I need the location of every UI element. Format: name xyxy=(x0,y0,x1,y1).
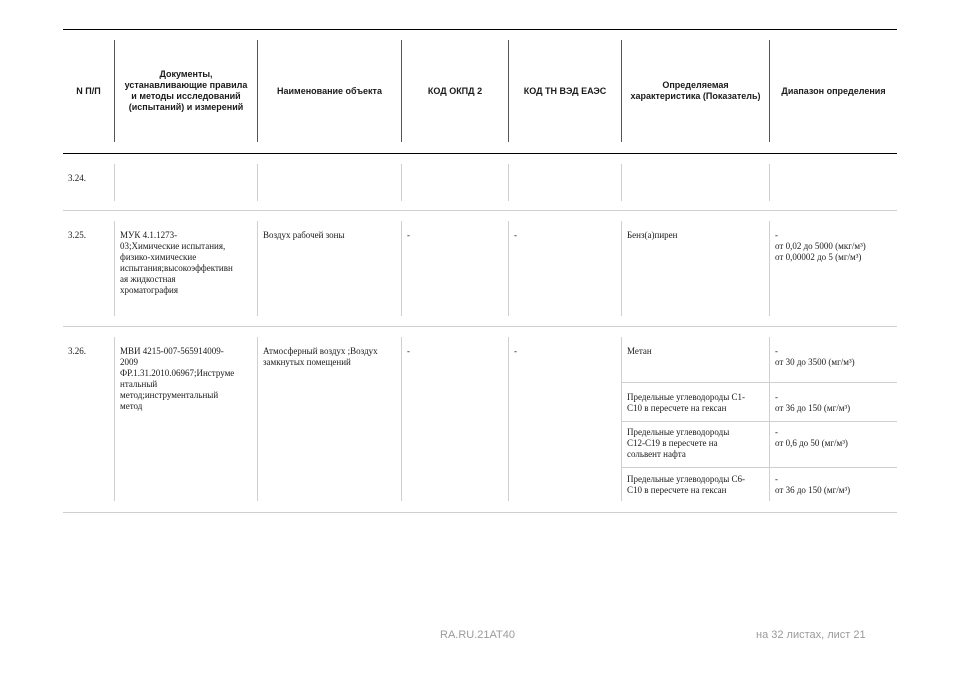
cell-divider xyxy=(114,221,115,316)
tnved-code: - xyxy=(514,230,517,240)
cell-divider xyxy=(621,337,622,501)
cell-divider xyxy=(508,164,509,201)
row-separator xyxy=(63,326,897,327)
cell-divider xyxy=(257,164,258,201)
row-number: 3.24. xyxy=(68,173,86,183)
header-object-name: Наименование объекта xyxy=(277,85,382,96)
header-okpd-code: КОД ОКПД 2 xyxy=(427,85,483,96)
object-name: Атмосферный воздух ;Воздух замкнутых помещений xyxy=(263,346,378,367)
cell-divider xyxy=(114,337,115,501)
okpd-code: - xyxy=(407,346,410,356)
header-range: Диапазон определения xyxy=(781,85,886,96)
characteristic: Предельные углеводороды С12-С19 в пересчете на сольвент нафта xyxy=(627,427,730,459)
cell-divider xyxy=(508,221,509,316)
measurement-range: - от 30 до 3500 (мг/м³) xyxy=(775,346,855,367)
subrow-divider xyxy=(621,421,897,422)
cell-divider xyxy=(769,221,770,316)
header-characteristic: Определяемая характеристика (Показатель) xyxy=(630,80,761,101)
document-method: МВИ 4215-007-565914009- 2009 ФР.1.31.2010.06967;Инструме нтальный метод;инструментальный метод xyxy=(120,346,235,411)
subrow-divider xyxy=(621,382,897,383)
cell-divider xyxy=(401,221,402,316)
cell-divider xyxy=(114,164,115,201)
okpd-code: - xyxy=(407,230,410,240)
characteristic: Предельные углеводороды С6- С10 в пересчете на гексан xyxy=(627,474,745,495)
measurement-range: - от 0,02 до 5000 (мкг/м³) от 0,00002 до 5 (мг/м³) xyxy=(775,230,866,262)
cell-divider xyxy=(769,337,770,501)
footer-page-info: на 32 листах, лист 21 xyxy=(756,629,866,641)
header-documents: Документы, устанавливающие правила и методы исследований (испытаний) и измерений xyxy=(124,69,248,112)
cell-divider xyxy=(257,337,258,501)
cell-divider xyxy=(401,337,402,501)
header-tnved-code: КОД ТН ВЭД ЕАЭС xyxy=(523,85,607,96)
cell-divider xyxy=(508,337,509,501)
cell-divider xyxy=(401,164,402,201)
header-number: N П/П xyxy=(76,85,101,96)
row-separator xyxy=(63,210,897,211)
table-top-border xyxy=(63,29,897,30)
header-bottom-border xyxy=(63,153,897,154)
cell-divider xyxy=(769,164,770,201)
subrow-divider xyxy=(621,467,897,468)
document-method: МУК 4.1.1273- 03;Химические испытания, физико-химические испытания;высокоэффективн ая жидкостная хроматография xyxy=(120,230,233,295)
cell-divider xyxy=(257,221,258,316)
row-number: 3.25. xyxy=(68,230,86,240)
footer-document-code: RA.RU.21АТ40 xyxy=(440,629,515,641)
characteristic: Метан xyxy=(627,346,652,356)
table-bottom-border xyxy=(63,512,897,513)
cell-divider xyxy=(621,164,622,201)
row-number: 3.26. xyxy=(68,346,86,356)
measurement-range: - от 36 до 150 (мг/м³) xyxy=(775,392,851,413)
measurement-range: - от 36 до 150 (мг/м³) xyxy=(775,474,851,495)
characteristic: Бенз(а)пирен xyxy=(627,230,678,240)
tnved-code: - xyxy=(514,346,517,356)
cell-divider xyxy=(621,221,622,316)
characteristic: Предельные углеводороды С1- С10 в пересчете на гексан xyxy=(627,392,745,413)
object-name: Воздух рабочей зоны xyxy=(263,230,345,240)
measurement-range: - от 0,6 до 50 (мг/м³) xyxy=(775,427,848,448)
